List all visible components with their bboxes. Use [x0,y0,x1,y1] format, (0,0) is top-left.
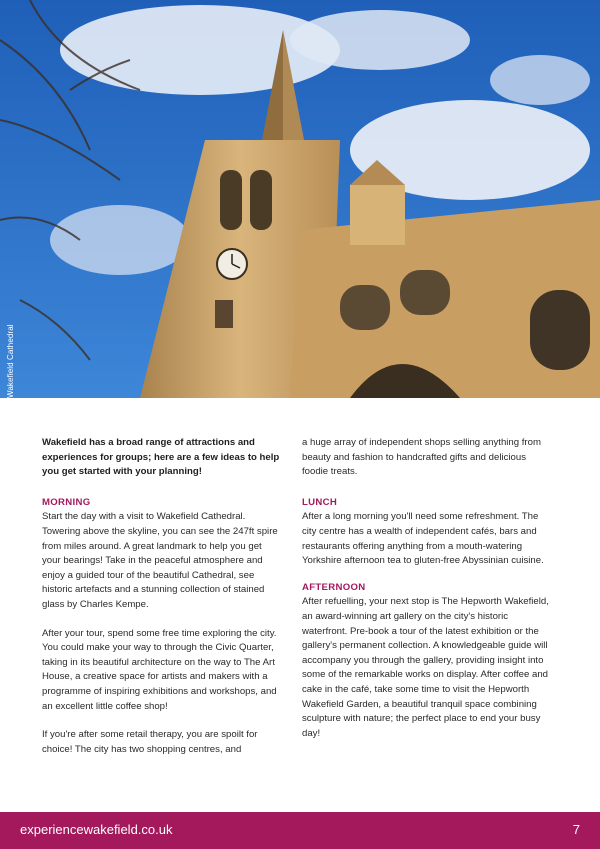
photo-credit: Wakefield Cathedral [6,324,15,398]
lunch-heading: LUNCH [302,496,338,508]
afternoon-heading: AFTERNOON [302,581,366,593]
right-column [302,436,552,741]
left-column [42,436,282,757]
cathedral-illustration [0,0,600,398]
afternoon-paragraph: After refuelling, your next stop is The Hepworth Wakefield, an award-winning art gallery on the city's historic waterfront. Pre-book a tour of the latest exhibition or the gallery's permanent collection. A knowledgeable guide will accompany you through the gallery, providing insight into some of the remarkable works on display. After coffee and cake in the café, take some time to visit the Hepworth Wakefield Garden, a beautiful tranquil space combining sculpture with nature; the perfect place to end your busy day! [302,596,549,739]
lunch-paragraph: After a long morning you'll need some refreshment. The city centre has a wealth of independent cafés, bars and restaurants offering anything from a mouth-watering Yorkshire afternoon tea to gluten-free Abyssinian cuisine. [302,511,544,567]
intro-text: Wakefield has a broad range of attractions and experiences for groups; here are a few ideas to help you get started with your planning! [42,437,280,478]
website-link[interactable]: experiencewakefield.co.uk [20,822,173,837]
page-number: 7 [572,822,580,837]
hero-image [0,0,600,398]
morning-paragraph-2: After your tour, spend some free time exploring the city. You could make your way to through the Civic Quarter, taking in its beautiful architecture on the way to The Art House, a creative space for artists and makers with a programme of inspiring exhibitions and workshops, and an excellent little coffee shop! [42,627,277,712]
morning-paragraph-1: Start the day with a visit to Wakefield Cathedral. Towering above the skyline, you can see the 247ft spire from miles around. A great landmark to help you get your bearings! Take in the peaceful atmosphere and enjoy a guided tour of the beautiful Cathedral, see historic artefacts and a stunning collection of stained glass by Charles Kempe. [42,511,278,610]
footer-bar [0,812,600,849]
morning-heading: MORNING [42,496,91,508]
continued-paragraph: a huge array of independent shops selling anything from beauty and fashion to handcrafted gifts and delicious foodie treats. [302,437,541,478]
morning-paragraph-3: If you're after some retail therapy, you are spoilt for choice! The city has two shopping centres, and [42,729,258,755]
